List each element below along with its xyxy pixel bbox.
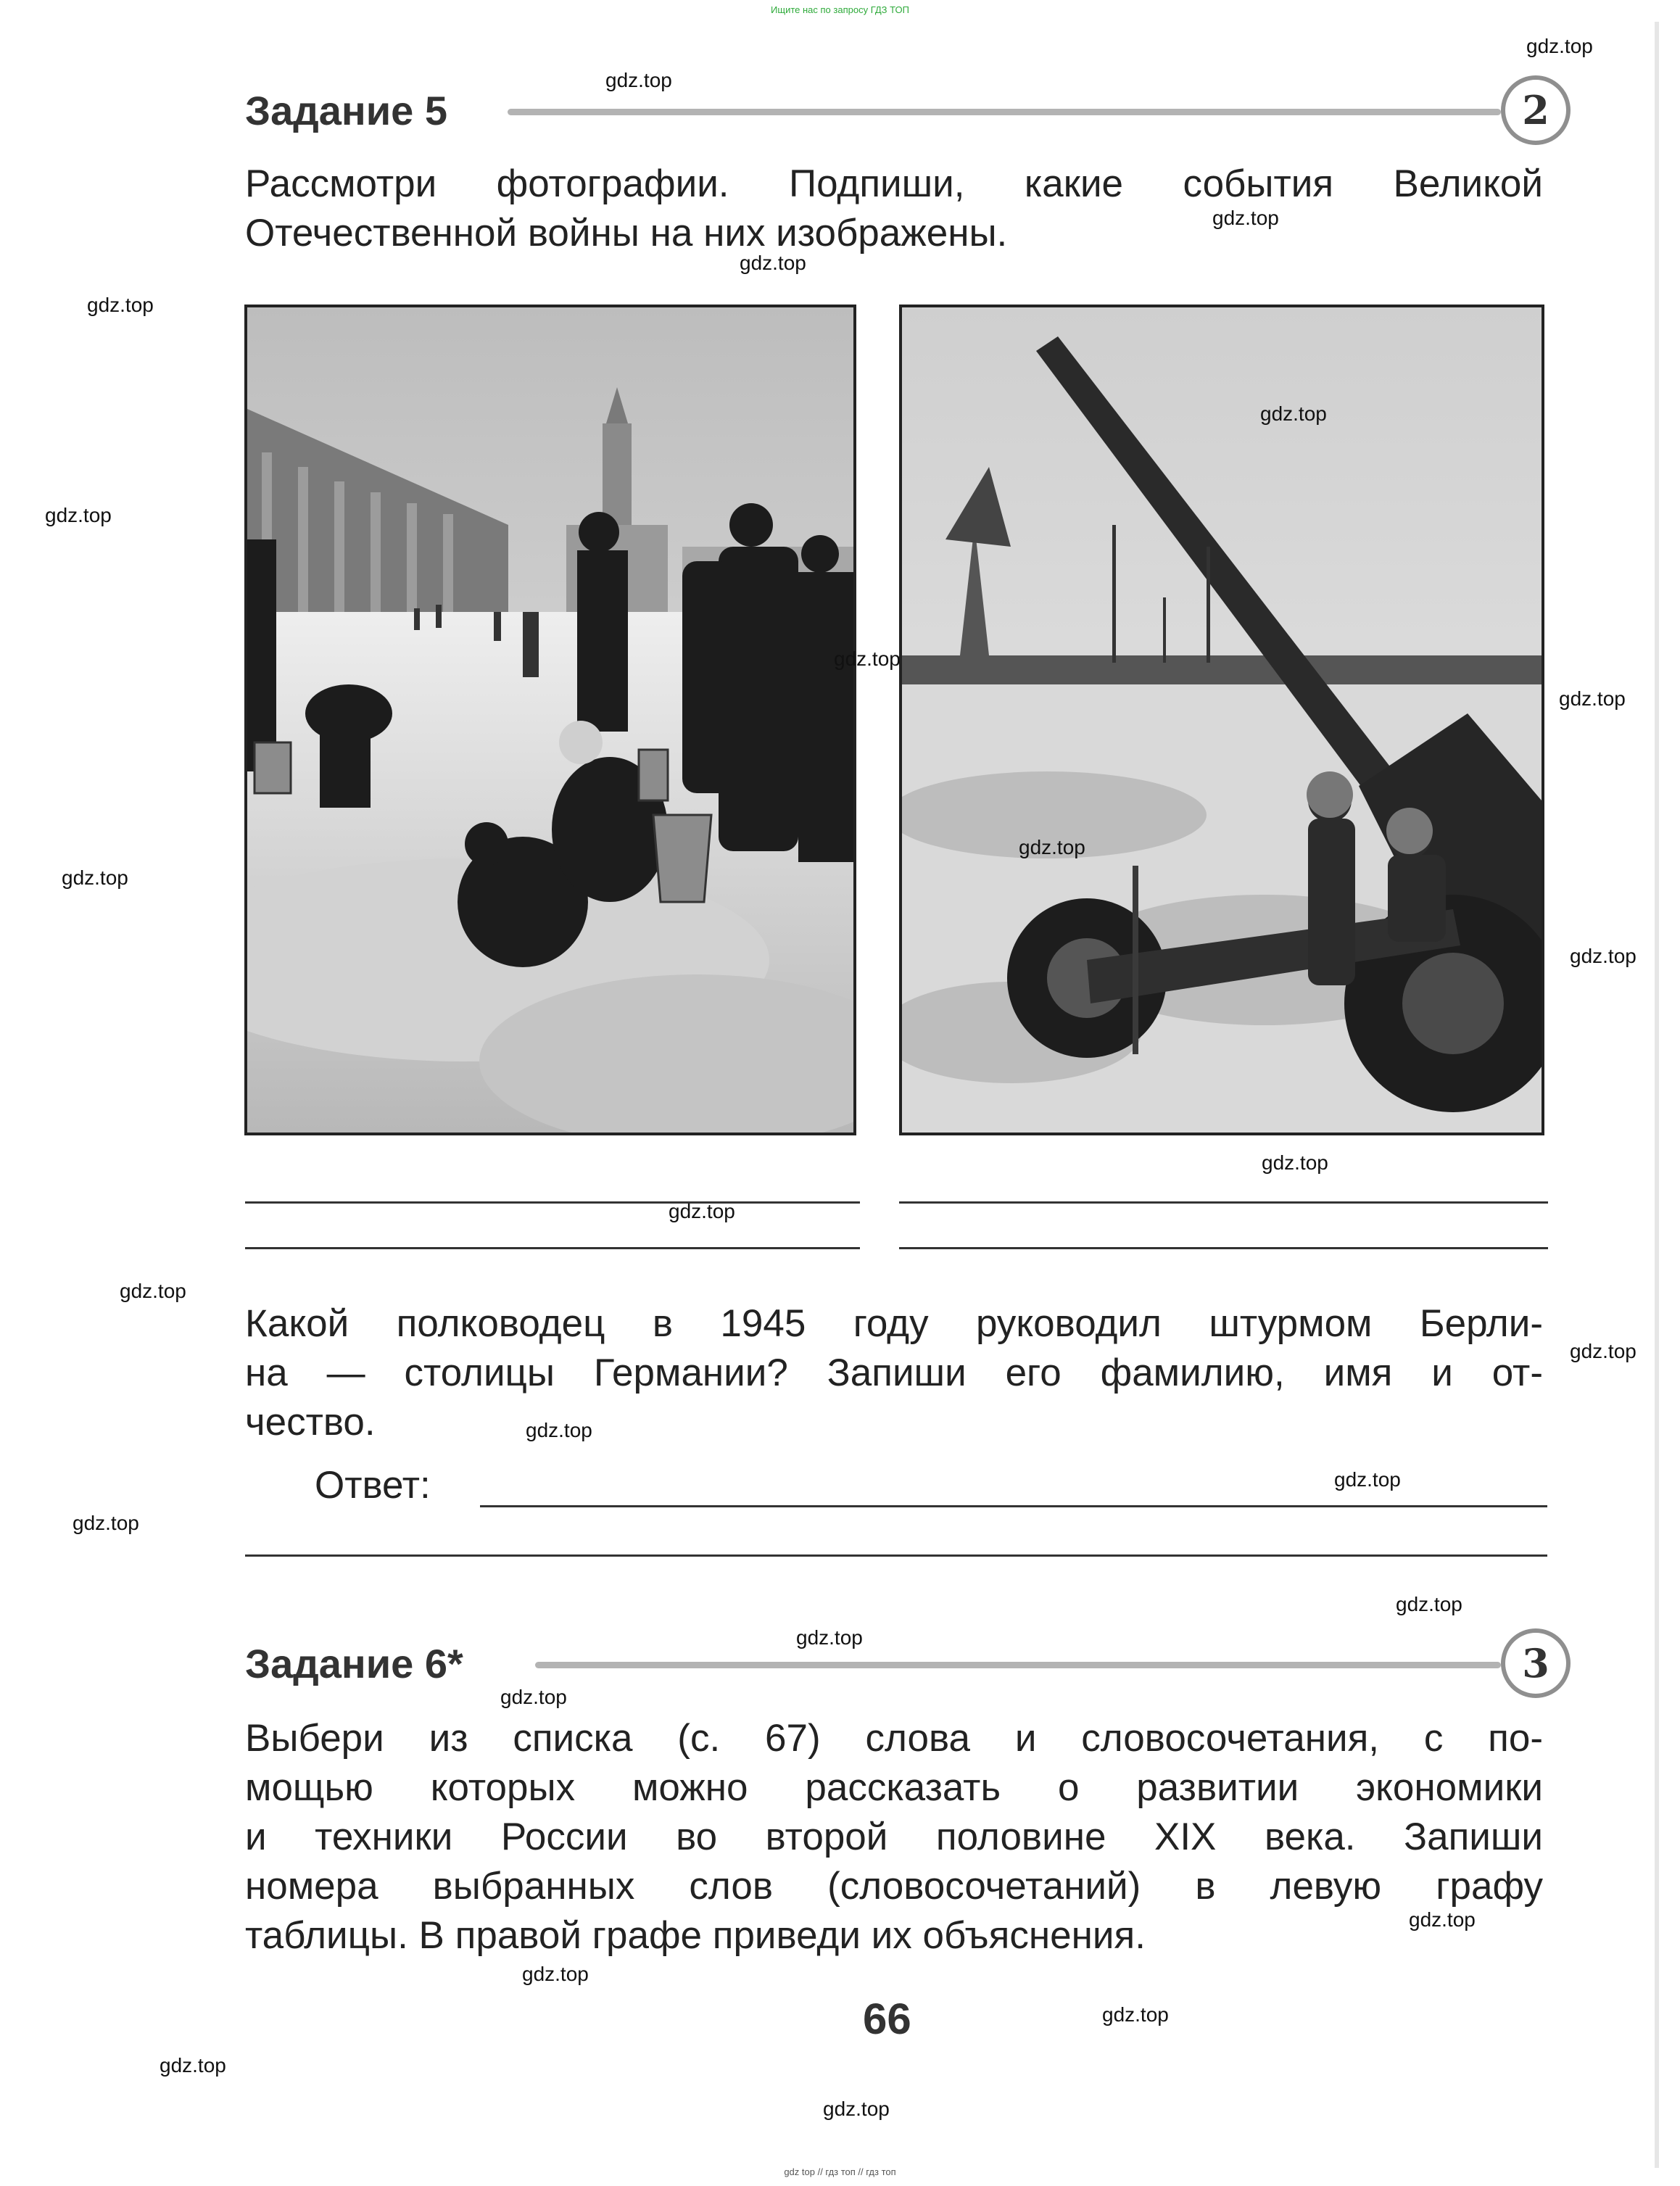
task5-instruction-line2: Отечественной войны на них изображены. [245,212,1008,254]
watermark: gdz.top [1559,687,1626,710]
task6-text-line5: таблицы. В правой графе приведи их объяснения. [245,1914,1146,1957]
watermark: gdz.top [834,647,901,670]
watermark: gdz.top [522,1963,589,1985]
watermark: gdz.top [62,866,128,889]
task5-question-line1: Какой полководец в 1945 году руководил штурмом Берли- [245,1302,1543,1345]
watermark: gdz.top [1212,207,1279,229]
watermark: gdz.top [1019,836,1085,858]
photo1-answer-line-2[interactable] [245,1247,860,1249]
task6-text-line2: мощью которых можно рассказать о развитии экономики [245,1766,1543,1809]
anti-aircraft-gun-photo [899,305,1544,1135]
watermark: gdz.top [87,294,154,316]
task6-title: Задание 6* [245,1641,463,1686]
task6-text-line3: и техники России во второй половине XIX века. Запиши [245,1816,1543,1858]
task6-points-badge: 3 [1501,1628,1571,1698]
watermark: gdz.top [526,1419,592,1441]
watermark: gdz.top [1334,1468,1401,1491]
watermark: gdz.top [73,1512,139,1534]
page-number: 66 [863,1995,911,2043]
task5-question-line3: чество. [245,1401,376,1444]
task5-header [245,75,1550,148]
watermark: gdz.top [45,504,112,526]
task5-points-badge: 2 [1501,75,1571,145]
task6-header [245,1628,1550,1701]
photo2-answer-line-1[interactable] [899,1201,1548,1204]
task6-text-line1: Выбери из списка (с. 67) слова и словосочетания, с по- [245,1717,1543,1760]
watermark: gdz.top [823,2098,890,2120]
photo1-answer-line-1[interactable] [245,1201,860,1204]
task6-text-line4: номера выбранных слов (словосочетаний) в левую графу [245,1865,1543,1908]
task5-instruction-line1: Рассмотри фотографии. Подпиши, какие события Великой [245,162,1543,205]
watermark: gdz.top [120,1280,186,1302]
answer-line-1[interactable] [480,1505,1547,1507]
footer-note: gdz top // гдз топ // гдз топ [784,2166,896,2177]
watermark: gdz.top [605,69,672,91]
page-edge [1655,22,1659,2168]
watermark: gdz.top [796,1626,863,1649]
task6-header-line [535,1662,1501,1668]
watermark: gdz.top [1570,945,1636,967]
watermark: gdz.top [500,1686,567,1708]
blockade-water-photo [244,305,856,1135]
task5-header-line [508,109,1501,115]
task5-title: Задание 5 [245,88,448,133]
watermark: gdz.top [740,252,806,274]
watermark: gdz.top [669,1200,735,1222]
watermark: gdz.top [160,2054,226,2077]
watermark: gdz.top [1570,1340,1636,1362]
watermark: gdz.top [1102,2003,1169,2026]
answer-label: Ответ: [315,1464,431,1507]
watermark: gdz.top [1409,1908,1476,1931]
answer-line-2[interactable] [245,1554,1547,1557]
watermark: gdz.top [1526,35,1593,57]
watermark: gdz.top [1396,1593,1462,1615]
watermark: gdz.top [1262,1151,1328,1174]
watermark: gdz.top [1260,402,1327,425]
header-note: Ищите нас по запросу ГДЗ ТОП [771,4,909,15]
task5-question-line2: на — столицы Германии? Запиши его фамилию, имя и от- [245,1351,1543,1394]
photo2-answer-line-2[interactable] [899,1247,1548,1249]
